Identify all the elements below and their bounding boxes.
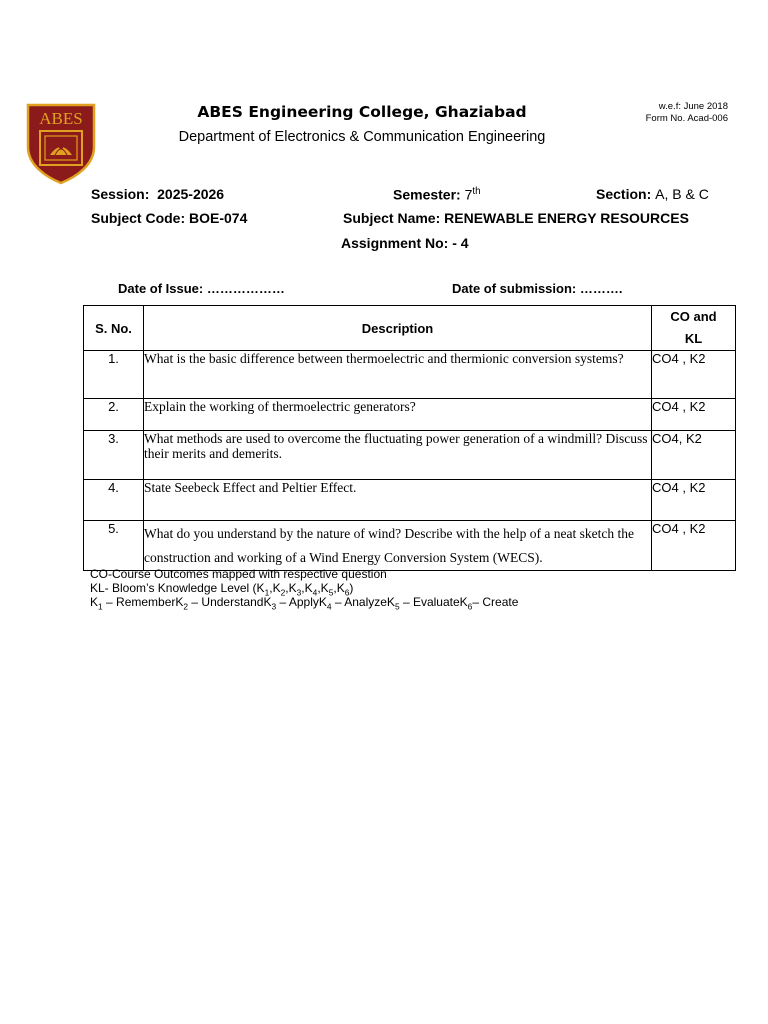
subject-code: Subject Code: BOE-074 <box>91 210 248 226</box>
row-sno: 3. <box>84 431 144 480</box>
table-header-row <box>84 306 736 351</box>
section: Section: A, B & C <box>596 186 709 202</box>
header-co-kl: CO and KL <box>652 306 736 351</box>
table-row <box>84 431 736 480</box>
row-sno: 1. <box>84 351 144 399</box>
row-description: Explain the working of thermoelectric generators? <box>144 399 652 431</box>
row-description: What methods are used to overcome the fluctuating power generation of a windmill? Discuss their merits and demerits. <box>144 431 652 480</box>
logo-text: ABES <box>39 109 83 128</box>
footer-kl-note: KL- Bloom’s Knowledge Level $(K_1,K_2,K_3,K_4,K_5,K_6)$ <box>90 581 354 598</box>
date-of-submission: Date of submission: ………. <box>452 281 623 296</box>
row-sno: 4. <box>84 480 144 521</box>
semester: Semester: 7th <box>393 186 481 203</box>
table-row <box>84 480 736 521</box>
row-description: State Seebeck Effect and Peltier Effect. <box>144 480 652 521</box>
subject-name: Subject Name: RENEWABLE ENERGY RESOURCES <box>343 210 689 226</box>
questions-table <box>83 305 736 571</box>
footer-co-note: CO-Course Outcomes mapped with respective question <box>90 567 387 581</box>
table-row <box>84 351 736 399</box>
college-name: ABES Engineering College, Ghaziabad <box>197 103 527 121</box>
date-of-issue: Date of Issue: ……………… <box>118 281 285 296</box>
wef-date: w.e.f: June 2018 <box>658 101 728 112</box>
row-co-kl: CO4 , K2 <box>652 399 736 431</box>
form-info <box>646 101 728 125</box>
session: Session: 2025-2026 <box>91 186 225 202</box>
row-co-kl: CO4, K2 <box>652 431 736 480</box>
footer-k-levels: $K_1$ – RememberK$_2$ – UnderstandK$_3$ – ApplyK$_4$ – AnalyzeK$_5$ – EvaluateK$_6$– Create <box>90 595 519 612</box>
row-co-kl: CO4 , K2 <box>652 521 736 571</box>
table-row <box>84 521 736 571</box>
row-description: What is the basic difference between thermoelectric and thermionic conversion systems? <box>144 351 652 399</box>
row-sno: 5. <box>84 521 144 571</box>
row-sno: 2. <box>84 399 144 431</box>
form-number: Form No. Acad-006 <box>645 113 728 124</box>
table-row <box>84 399 736 431</box>
row-co-kl: CO4 , K2 <box>652 480 736 521</box>
department-name: Department of Electronics & Communication Engineering <box>178 129 546 145</box>
row-co-kl: CO4 , K2 <box>652 351 736 399</box>
assignment-number: Assignment No: - 4 <box>341 235 469 251</box>
row-description: What do you understand by the nature of wind? Describe with the help of a neat sketch the construction and working of a Wind Energy Conversion System (WECS). <box>144 521 652 571</box>
header-sno: S. No. <box>84 306 144 351</box>
header-description: Description <box>144 306 652 351</box>
